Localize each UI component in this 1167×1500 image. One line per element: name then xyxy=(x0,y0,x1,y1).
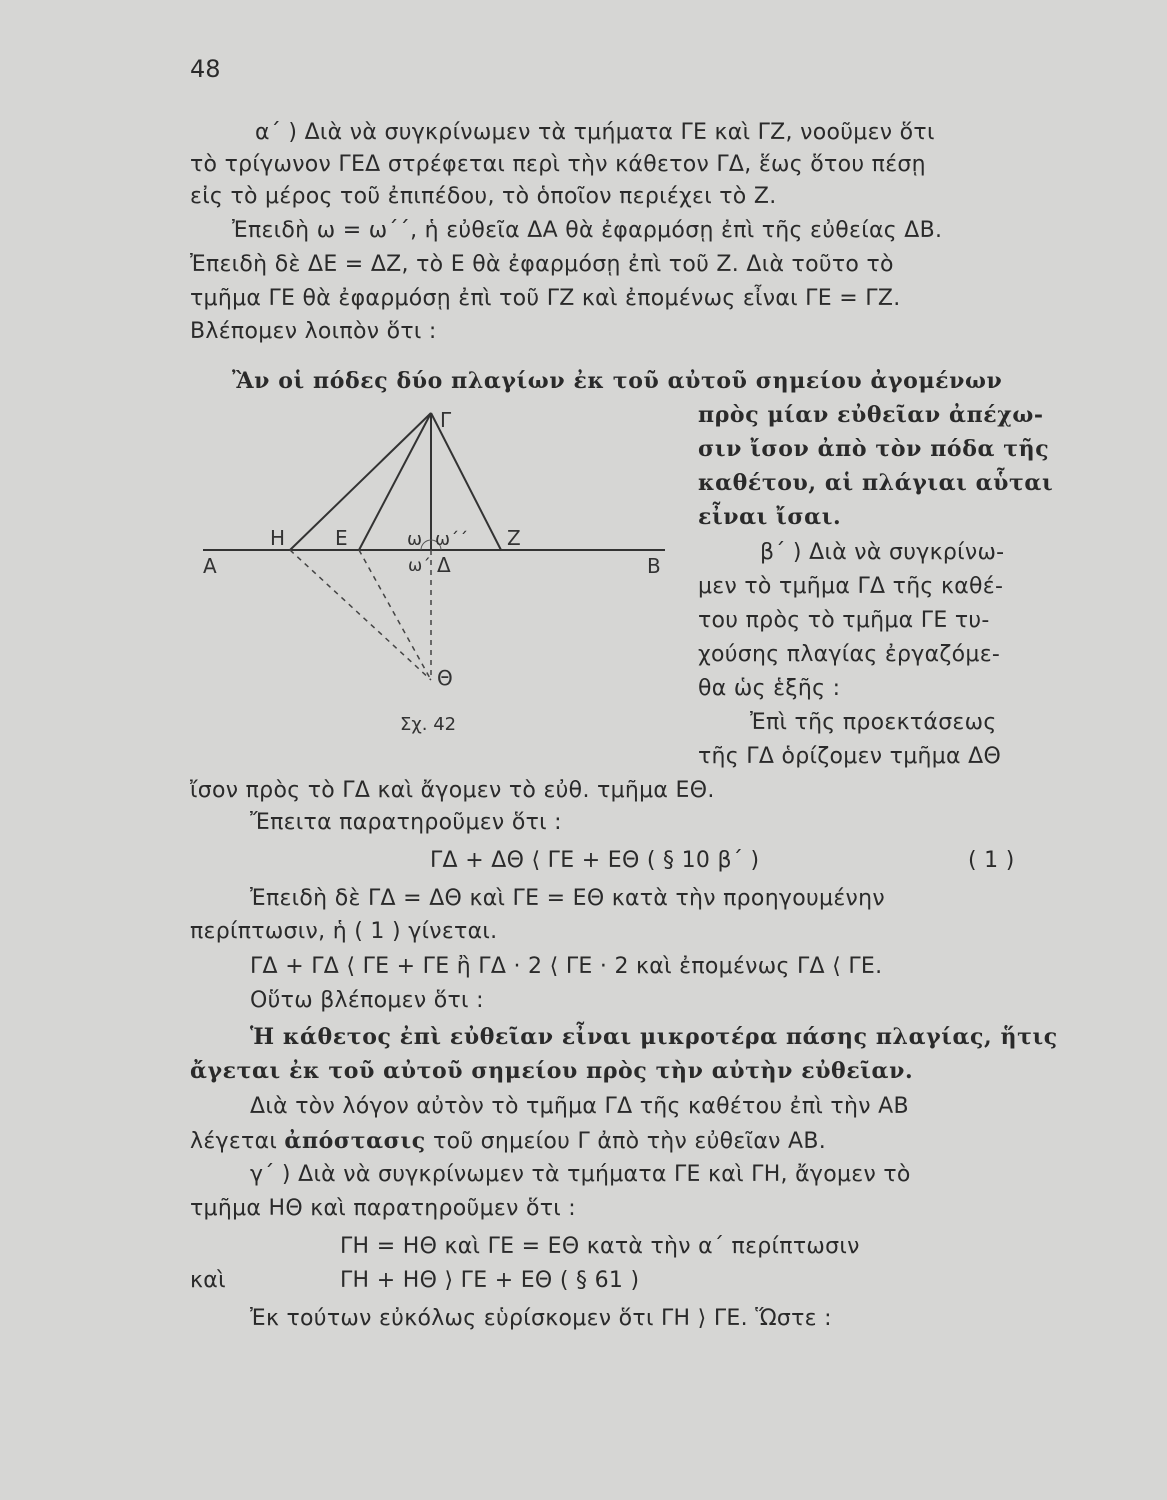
text-line: β΄ ) Διὰ νὰ συγκρίνω- xyxy=(760,540,1005,565)
text-line: μεν τὸ τμῆμα ΓΔ τῆς καθέ- xyxy=(698,574,1004,599)
label-w1: ω΄ xyxy=(408,556,431,576)
text-line: του πρὸς τὸ τμῆμα ΓΕ τυ- xyxy=(698,608,990,633)
label-w2: ω΄΄ xyxy=(435,529,469,550)
theorem-line: καθέτου, αἱ πλάγιαι αὗται xyxy=(698,470,1054,496)
text-line: χούσης πλαγίας ἐργαζόμε- xyxy=(698,642,1001,667)
text-line: περίπτωσιν, ἡ ( 1 ) γίνεται. xyxy=(190,919,498,944)
figure-caption: Σχ. 42 xyxy=(400,714,457,735)
label-z: Ζ xyxy=(507,526,521,550)
text-line: Ἐπὶ τῆς προεκτάσεως xyxy=(750,710,997,735)
theorem-line: πρὸς μίαν εὐθεῖαν ἀπέχω- xyxy=(698,402,1044,428)
text-span: τοῦ σημείου Γ ἀπὸ τὴν εὐθεῖαν ΑΒ. xyxy=(433,1129,827,1154)
theorem-line: Ἂν οἱ πόδες δύο πλαγίων ἐκ τοῦ αὐτοῦ σημείου ἀγομένων xyxy=(232,368,1003,394)
theorem-line: ἄγεται ἐκ τοῦ αὐτοῦ σημείου πρὸς τὴν αὐτὴν εὐθεῖαν. xyxy=(190,1058,914,1084)
text-line: Ἐπειδὴ ω = ω΄΄, ἡ εὐθεῖα ΔΑ θὰ ἐφαρμόσῃ ἐπὶ τῆς εὐθείας ΔΒ. xyxy=(232,218,943,243)
label-g: Γ xyxy=(440,408,452,432)
text-line: Βλέπομεν λοιπὸν ὅτι : xyxy=(190,319,437,344)
formula: ΓΔ + ΔΘ ⟨ ΓΕ + ΕΘ ( § 10 β΄ ) xyxy=(430,848,760,873)
formula: ΓΗ + ΗΘ ⟩ ΓΕ + ΕΘ ( § 61 ) xyxy=(340,1268,640,1293)
text-line: Ἐπειδὴ δὲ ΓΔ = ΔΘ καὶ ΓΕ = ΕΘ κατὰ τὴν προηγουμένην xyxy=(250,886,885,911)
text-line: Διὰ τὸν λόγον αὐτὸν τὸ τμῆμα ΓΔ τῆς καθέτου ἐπὶ τὴν ΑΒ xyxy=(250,1094,909,1119)
text-line: Οὕτω βλέπομεν ὅτι : xyxy=(250,988,484,1013)
text-line: τῆς ΓΔ ὁρίζομεν τμῆμα ΔΘ xyxy=(698,744,1002,769)
text-line: τμῆμα ΗΘ καὶ παρατηροῦμεν ὅτι : xyxy=(190,1196,577,1221)
label-e: Ε xyxy=(335,526,348,550)
label-h: Η xyxy=(270,526,286,550)
text-line: καὶ xyxy=(190,1268,226,1293)
label-w: ω xyxy=(407,529,423,550)
label-a: Α xyxy=(203,554,217,578)
theorem-line: εἶναι ἴσαι. xyxy=(698,504,842,530)
label-d: Δ xyxy=(437,553,451,577)
label-b: Β xyxy=(647,554,661,578)
formula: ΓΔ + ΓΔ ⟨ ΓΕ + ΓΕ ἢ ΓΔ · 2 ⟨ ΓΕ · 2 καὶ ἐπομένως ΓΔ ⟨ ΓΕ. xyxy=(250,954,883,979)
text-line: τμῆμα ΓΕ θὰ ἐφαρμόσῃ ἐπὶ τοῦ ΓΖ καὶ ἐπομένως εἶναι ΓΕ = ΓΖ. xyxy=(190,286,901,311)
angle-mark-w xyxy=(421,540,431,550)
figure-42 xyxy=(195,405,675,745)
equation-number: ( 1 ) xyxy=(968,848,1015,873)
theorem-line: Ἡ κάθετος ἐπὶ εὐθεῖαν εἶναι μικροτέρα πάσης πλαγίας, ἥτις xyxy=(250,1024,1058,1050)
text-line: εἰς τὸ μέρος τοῦ ἐπιπέδου, τὸ ὁποῖον περιέχει τὸ Ζ. xyxy=(190,184,777,209)
text-span: λέγεται xyxy=(190,1129,278,1154)
text-line: Ἐκ τούτων εὐκόλως εὑρίσκομεν ὅτι ΓΗ ⟩ ΓΕ. Ὥστε : xyxy=(250,1306,832,1331)
text-line: ἴσον πρὸς τὸ ΓΔ καὶ ἄγομεν τὸ εὐθ. τμῆμα ΕΘ. xyxy=(190,778,715,803)
formula: ΓΗ = ΗΘ καὶ ΓΕ = ΕΘ κατὰ τὴν α΄ περίπτωσιν xyxy=(340,1234,860,1259)
text-line: θα ὡς ἑξῆς : xyxy=(698,676,841,701)
text-line: α΄ ) Διὰ νὰ συγκρίνωμεν τὰ τμήματα ΓΕ καὶ ΓΖ, νοοῦμεν ὅτι xyxy=(255,120,935,145)
text-line: τὸ τρίγωνον ΓΕΔ στρέφεται περὶ τὴν κάθετον ΓΔ, ἕως ὅτου πέσῃ xyxy=(190,152,926,177)
page-number: 48 xyxy=(190,55,221,83)
theorem-line: σιν ἴσον ἀπὸ τὸν πόδα τῆς xyxy=(698,436,1050,462)
text-line xyxy=(190,1126,826,1157)
text-line: γ΄ ) Διὰ νὰ συγκρίνωμεν τὰ τμήματα ΓΕ καὶ ΓΗ, ἄγομεν τὸ xyxy=(250,1162,911,1187)
label-th: Θ xyxy=(437,666,453,690)
text-line: Ἔπειτα παρατηροῦμεν ὅτι : xyxy=(250,810,562,835)
term-distance: ἀπόστασις xyxy=(284,1128,426,1154)
text-line: Ἐπειδὴ δὲ ΔΕ = ΔΖ, τὸ Ε θὰ ἐφαρμόσῃ ἐπὶ τοῦ Ζ. Διὰ τοῦτο τὸ xyxy=(190,252,894,277)
